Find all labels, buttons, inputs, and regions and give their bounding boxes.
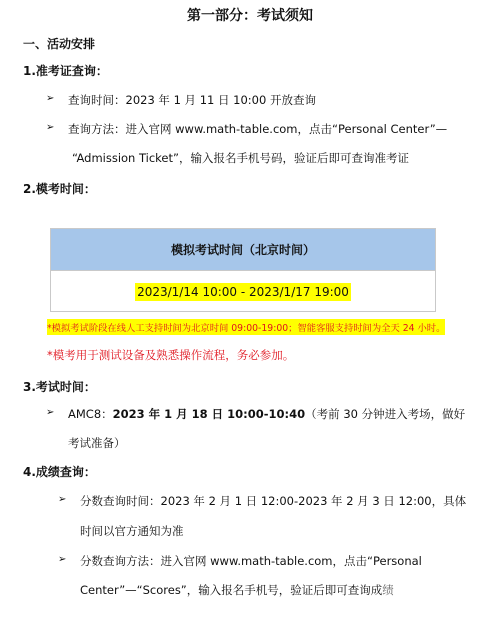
score-method-line2-tail: 绩 [382, 583, 394, 597]
heading-admission-query: 1.准考证查询： [23, 64, 108, 78]
section-heading-activity: 一、活动安排 [23, 37, 96, 51]
admission-method-line2: “Admission Ticket”，输入报名手机号码，验证后即可查询准考证 [72, 151, 409, 165]
exam-time-line1 [68, 406, 465, 422]
mock-required-note: *模考用于测试设备及熟悉操作流程，务必参加。 [47, 348, 295, 362]
score-method-line1: 分数查询方法：进入官网 www.math-table.com，点击“Personal [80, 554, 422, 568]
bullet-arrow-icon: ➢ [46, 122, 55, 133]
bullet-arrow-icon: ➢ [58, 554, 67, 565]
bullet-arrow-icon: ➢ [58, 494, 67, 505]
exam-prefix: AMC8： [68, 407, 113, 421]
mock-time-table [50, 228, 436, 312]
admission-method-line1: 查询方法：进入官网 www.math-table.com，点击“Personal Center”— [68, 122, 448, 136]
bullet-arrow-icon: ➢ [46, 93, 55, 104]
page-title: 第一部分：考试须知 [187, 8, 313, 24]
mock-table-header: 模拟考试时间（北京时间） [51, 229, 435, 271]
exam-suffix: （考前 30 分钟进入考场，做好 [305, 407, 466, 421]
exam-time-bold: 2023 年 1 月 18 日 10:00-10:40 [112, 407, 306, 421]
heading-score-query: 4.成绩查询： [23, 465, 96, 479]
heading-mock-time: 2.模考时间： [23, 182, 96, 196]
mock-support-note: *模拟考试阶段在线人工支持时间为北京时间 09:00-19:00；智能客服支持时间为全天 24 小时。 [47, 319, 445, 335]
score-method-line2 [80, 582, 394, 598]
score-time-line2: 时间以官方通知为准 [80, 524, 184, 538]
bullet-arrow-icon: ➢ [46, 407, 55, 418]
score-method-line2-main: Center”—“Scores”，输入报名手机号，验证后即可查询成 [80, 583, 383, 597]
exam-time-line2: 考试准备） [68, 436, 126, 450]
mock-time-value: 2023/1/14 10:00 - 2023/1/17 19:00 [137, 285, 349, 299]
mock-table-body [51, 271, 435, 313]
admission-time-text: 查询时间：2023 年 1 月 11 日 10:00 开放查询 [68, 93, 316, 107]
heading-exam-time: 3.考试时间： [23, 380, 96, 394]
score-time-line1: 分数查询时间：2023 年 2 月 1 日 12:00-2023 年 2 月 3 日 12:00，具体 [80, 494, 467, 508]
